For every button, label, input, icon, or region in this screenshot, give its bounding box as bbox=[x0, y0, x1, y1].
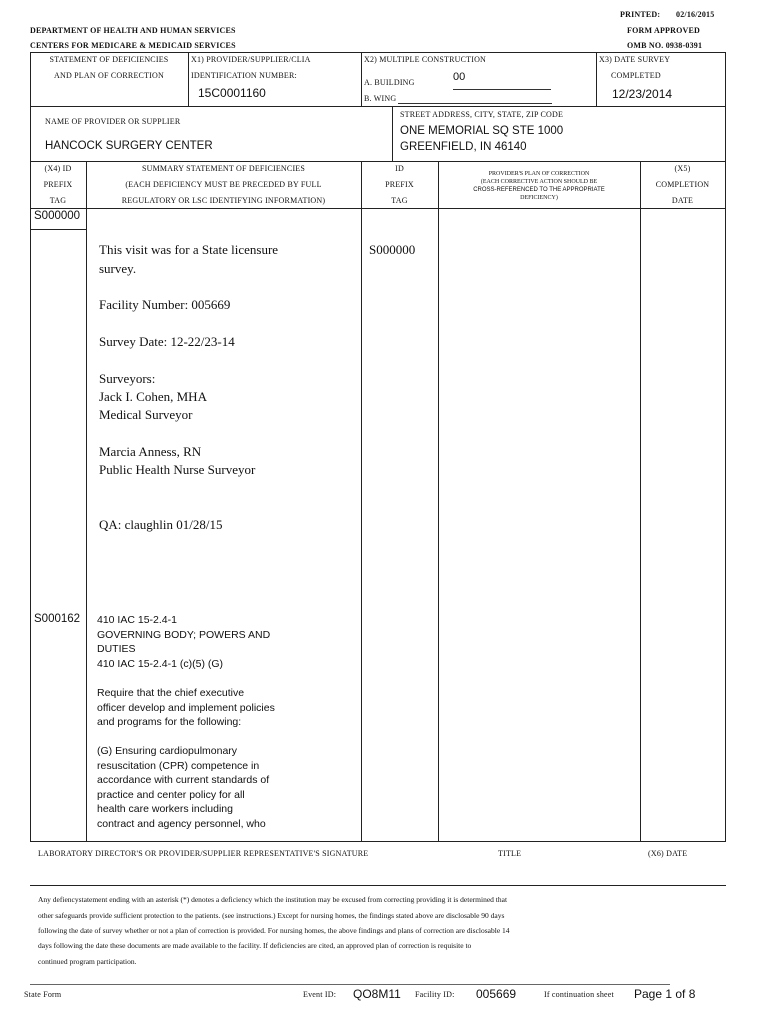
x1-label-1: X1) PROVIDER/SUPPLIER/CLIA bbox=[191, 55, 311, 64]
building-value: 00 bbox=[453, 71, 466, 83]
plan-header-2: (EACH CORRECTIVE ACTION SHOULD BE bbox=[480, 179, 598, 185]
tag-s000162: S000162 bbox=[34, 613, 81, 625]
tag-s000000-left: S000000 bbox=[34, 210, 81, 222]
state-form-label: State Form bbox=[24, 990, 62, 999]
g-line-2: resuscitation (CPR) competence in bbox=[97, 760, 260, 772]
col-line-1 bbox=[86, 161, 87, 841]
g-line-3: accordance with current standards of bbox=[97, 774, 270, 786]
summary-header-2: (EACH DEFICIENCY MUST BE PRECEDED BY FULL bbox=[125, 180, 322, 189]
box-divider-2 bbox=[361, 52, 362, 106]
x5-header-1: (X5) bbox=[674, 164, 691, 173]
event-id-value: QO8M11 bbox=[353, 987, 401, 1001]
surveyors-label: Surveyors: bbox=[99, 371, 156, 386]
x3-label-2: COMPLETED bbox=[611, 71, 661, 80]
cms-title: CENTERS FOR MEDICARE & MEDICAID SERVICES bbox=[30, 41, 236, 50]
building-underline bbox=[453, 89, 551, 90]
provider-name-value: HANCOCK SURGERY CENTER bbox=[45, 140, 213, 152]
frame-bottom-line bbox=[30, 841, 726, 842]
summary-header-1: SUMMARY STATEMENT OF DEFICIENCIES bbox=[141, 164, 306, 173]
col-line-4 bbox=[640, 161, 641, 841]
provider-name-label: NAME OF PROVIDER OR SUPPLIER bbox=[45, 117, 181, 126]
statement-label-1: STATEMENT OF DEFICIENCIES bbox=[49, 55, 169, 64]
frame-top-line bbox=[30, 52, 726, 53]
event-id-label: Event ID: bbox=[303, 990, 337, 999]
form-approved: FORM APPROVED bbox=[627, 26, 701, 35]
plan-header-1: PROVIDER'S PLAN OF CORRECTION bbox=[488, 171, 590, 177]
footnote-line-2: other safeguards provide sufficient protection to the patients. (see instructions.) Except for nursing homes, the findings stated above are disclosable 90 days bbox=[38, 911, 505, 920]
top-box-bottom-line bbox=[30, 106, 726, 107]
qa-line: QA: claughlin 01/28/15 bbox=[99, 517, 223, 532]
footnote-line-3: following the date of survey whether or not a plan of correction is provided. For nursing homes, the above findings and plans of correction are disclosable 14 bbox=[38, 926, 510, 935]
address-line-1: ONE MEMORIAL SQ STE 1000 bbox=[400, 125, 564, 137]
wing-label: B. WING bbox=[364, 94, 397, 103]
omb-number: OMB NO. 0938-0391 bbox=[627, 41, 703, 50]
statement-label-2: AND PLAN OF CORRECTION bbox=[54, 71, 164, 80]
signature-label: LABORATORY DIRECTOR'S OR PROVIDER/SUPPLIER REPRESENTATIVE'S SIGNATURE bbox=[38, 849, 369, 858]
footnote-line-1: Any defiencystatement ending with an asterisk (*) denotes a deficiency which the institution may be excused from correcting providing it is determined that bbox=[38, 895, 508, 904]
rule-line-1: 410 IAC 15-2.4-1 bbox=[97, 614, 177, 626]
survey-completed-date: 12/23/2014 bbox=[612, 87, 673, 101]
requirement-line-2: officer develop and implement policies bbox=[97, 702, 275, 714]
building-label: A. BUILDING bbox=[364, 78, 415, 87]
rule-line-2: GOVERNING BODY; POWERS AND bbox=[97, 629, 271, 641]
tag-underline bbox=[30, 229, 86, 230]
rule-line-3: DUTIES bbox=[97, 643, 136, 655]
continuation-label: If continuation sheet bbox=[544, 990, 614, 999]
g-line-1: (G) Ensuring cardiopulmonary bbox=[97, 745, 238, 757]
x4-header-1: (X4) ID bbox=[44, 164, 72, 173]
x2-label: X2) MULTIPLE CONSTRUCTION bbox=[364, 55, 487, 64]
x5-header-2: COMPLETION bbox=[655, 180, 710, 189]
provider-divider bbox=[392, 106, 393, 162]
facility-id-value: 005669 bbox=[476, 987, 517, 1001]
printed-label: PRINTED: bbox=[620, 10, 661, 19]
id-header-2: PREFIX bbox=[385, 180, 414, 189]
x3-label-1: X3) DATE SURVEY bbox=[599, 55, 671, 64]
box-divider-3 bbox=[596, 52, 597, 106]
survey-date: Survey Date: 12-22/23-14 bbox=[99, 334, 235, 349]
summary-header-3: REGULATORY OR LSC IDENTIFYING INFORMATION) bbox=[121, 196, 326, 205]
g-line-6: contract and agency personnel, who bbox=[97, 818, 266, 830]
department-title: DEPARTMENT OF HEALTH AND HUMAN SERVICES bbox=[30, 26, 236, 35]
plan-header-4: DEFICIENCY) bbox=[520, 195, 558, 201]
column-header-bottom-line bbox=[30, 208, 726, 209]
address-label: STREET ADDRESS, CITY, STATE, ZIP CODE bbox=[400, 110, 564, 119]
x1-label-2: IDENTIFICATION NUMBER: bbox=[191, 71, 297, 80]
rule-line-4: 410 IAC 15-2.4-1 (c)(5) (G) bbox=[97, 658, 224, 670]
col-line-2 bbox=[361, 161, 362, 841]
id-header-3: TAG bbox=[391, 196, 408, 205]
box-divider-1 bbox=[188, 52, 189, 106]
id-header-1: ID bbox=[395, 164, 404, 173]
wing-underline bbox=[398, 103, 552, 104]
tag-s000000-right: S000000 bbox=[369, 242, 416, 257]
x6-date-label: (X6) DATE bbox=[648, 849, 688, 858]
signature-bottom-line bbox=[30, 885, 726, 886]
plan-header-3: CROSS-REFERENCED TO THE APPROPRIATE bbox=[473, 187, 605, 193]
surveyor-1-name: Jack I. Cohen, MHA bbox=[99, 389, 207, 404]
surveyor-2-name: Marcia Anness, RN bbox=[99, 444, 202, 459]
provider-id-value: 15C0001160 bbox=[198, 86, 266, 100]
facility-number: Facility Number: 005669 bbox=[99, 297, 231, 312]
facility-id-label: Facility ID: bbox=[415, 990, 455, 999]
surveyor-2-title: Public Health Nurse Surveyor bbox=[99, 462, 256, 477]
col-line-3 bbox=[438, 161, 439, 841]
page-number: Page 1 of 8 bbox=[634, 987, 696, 1001]
visit-line-2: survey. bbox=[99, 261, 137, 276]
surveyor-1-title: Medical Surveyor bbox=[99, 407, 193, 422]
frame-right-line bbox=[725, 52, 726, 842]
g-line-5: health care workers including bbox=[97, 803, 233, 815]
x5-header-3: DATE bbox=[671, 196, 694, 205]
address-line-2: GREENFIELD, IN 46140 bbox=[400, 141, 527, 153]
printed-date: 02/16/2015 bbox=[676, 10, 715, 19]
title-label: TITLE bbox=[498, 849, 522, 858]
footnote-line-4: days following the date these documents are made available to the facility. If deficiencies are cited, an approved plan of correction is requisite to bbox=[38, 941, 472, 950]
requirement-line-1: Require that the chief executive bbox=[97, 687, 245, 699]
g-line-4: practice and center policy for all bbox=[97, 789, 245, 801]
footnote-line-5: continued program participation. bbox=[38, 957, 137, 966]
provider-bottom-line bbox=[30, 161, 726, 162]
requirement-line-3: and programs for the following: bbox=[97, 716, 242, 728]
x4-header-2: PREFIX bbox=[43, 180, 73, 189]
footer-rule bbox=[30, 984, 670, 985]
x4-header-3: TAG bbox=[49, 196, 67, 205]
visit-line-1: This visit was for a State licensure bbox=[99, 242, 279, 257]
